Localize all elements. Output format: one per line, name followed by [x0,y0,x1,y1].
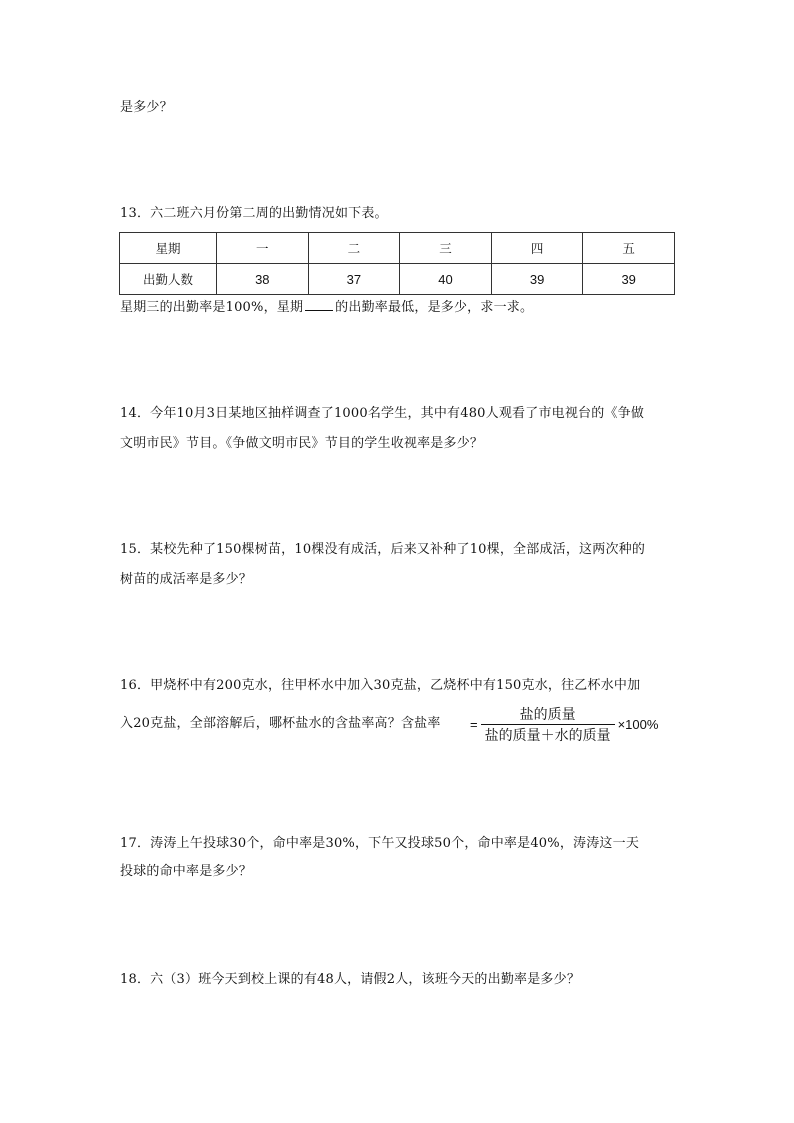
day-cell-3: 三 [400,233,492,264]
question-13-prompt [120,298,533,316]
formula-times-100-percent: ×100% [617,716,659,732]
count-cell-5: 39 [583,264,675,295]
question-13-prompt-part1: 星期三的出勤率是100%，星期 [120,300,304,315]
row-header-count: 出勤人数 [120,264,217,295]
question-15-line-1: 15．某校先种了150棵树苗，10棵没有成活，后来又补种了10棵，全部成活，这两次种的 [120,542,646,557]
day-cell-1: 一 [217,233,309,264]
question-14-line-1: 14．今年10月3日某地区抽样调查了1000名学生，其中有480人观看了市电视台的《争做 [120,406,645,421]
question-17-line-2: 投球的命中率是多少？ [120,864,253,879]
formula-numerator: 盐的质量 [519,705,576,722]
answer-blank[interactable] [305,298,333,311]
formula-denominator: 盐的质量＋水的质量 [484,726,611,743]
table-row-count [120,264,675,295]
question-18-line-1: 18．六（3）班今天到校上课的有48人，请假2人，该班今天的出勤率是多少？ [120,972,581,987]
row-header-day: 星期 [120,233,217,264]
formula-fraction [481,705,615,744]
salt-rate-formula [470,702,658,746]
question-14-line-2: 文明市民》节目。《争做文明市民》节目的学生收视率是多少？ [120,436,484,451]
question-13-title: 13．六二班六月份第二周的出勤情况如下表。 [120,206,388,221]
question-15-line-2: 树苗的成活率是多少？ [120,572,253,587]
day-cell-5: 五 [583,233,675,264]
table-row-day [120,233,675,264]
count-cell-1: 38 [217,264,309,295]
count-cell-3: 40 [400,264,492,295]
formula-equals: = [470,716,478,732]
continued-question-text: 是多少？ [120,100,173,115]
count-cell-2: 37 [308,264,400,295]
question-16-line-1: 16．甲烧杯中有200克水，往甲杯水中加入30克盐，乙烧杯中有150克水，往乙杯水中加 [120,678,641,693]
question-16-line-2: 入20克盐，全部溶解后，哪杯盐水的含盐率高？含盐率 [120,716,441,731]
attendance-table [119,232,675,295]
count-cell-4: 39 [491,264,583,295]
day-cell-2: 二 [308,233,400,264]
question-17-line-1: 17．涛涛上午投球30个，命中率是30%，下午又投球50个，命中率是40%，涛涛这一天 [120,836,640,851]
question-13-prompt-part2: 的出勤率最低，是多少，求一求。 [335,300,534,315]
day-cell-4: 四 [491,233,583,264]
